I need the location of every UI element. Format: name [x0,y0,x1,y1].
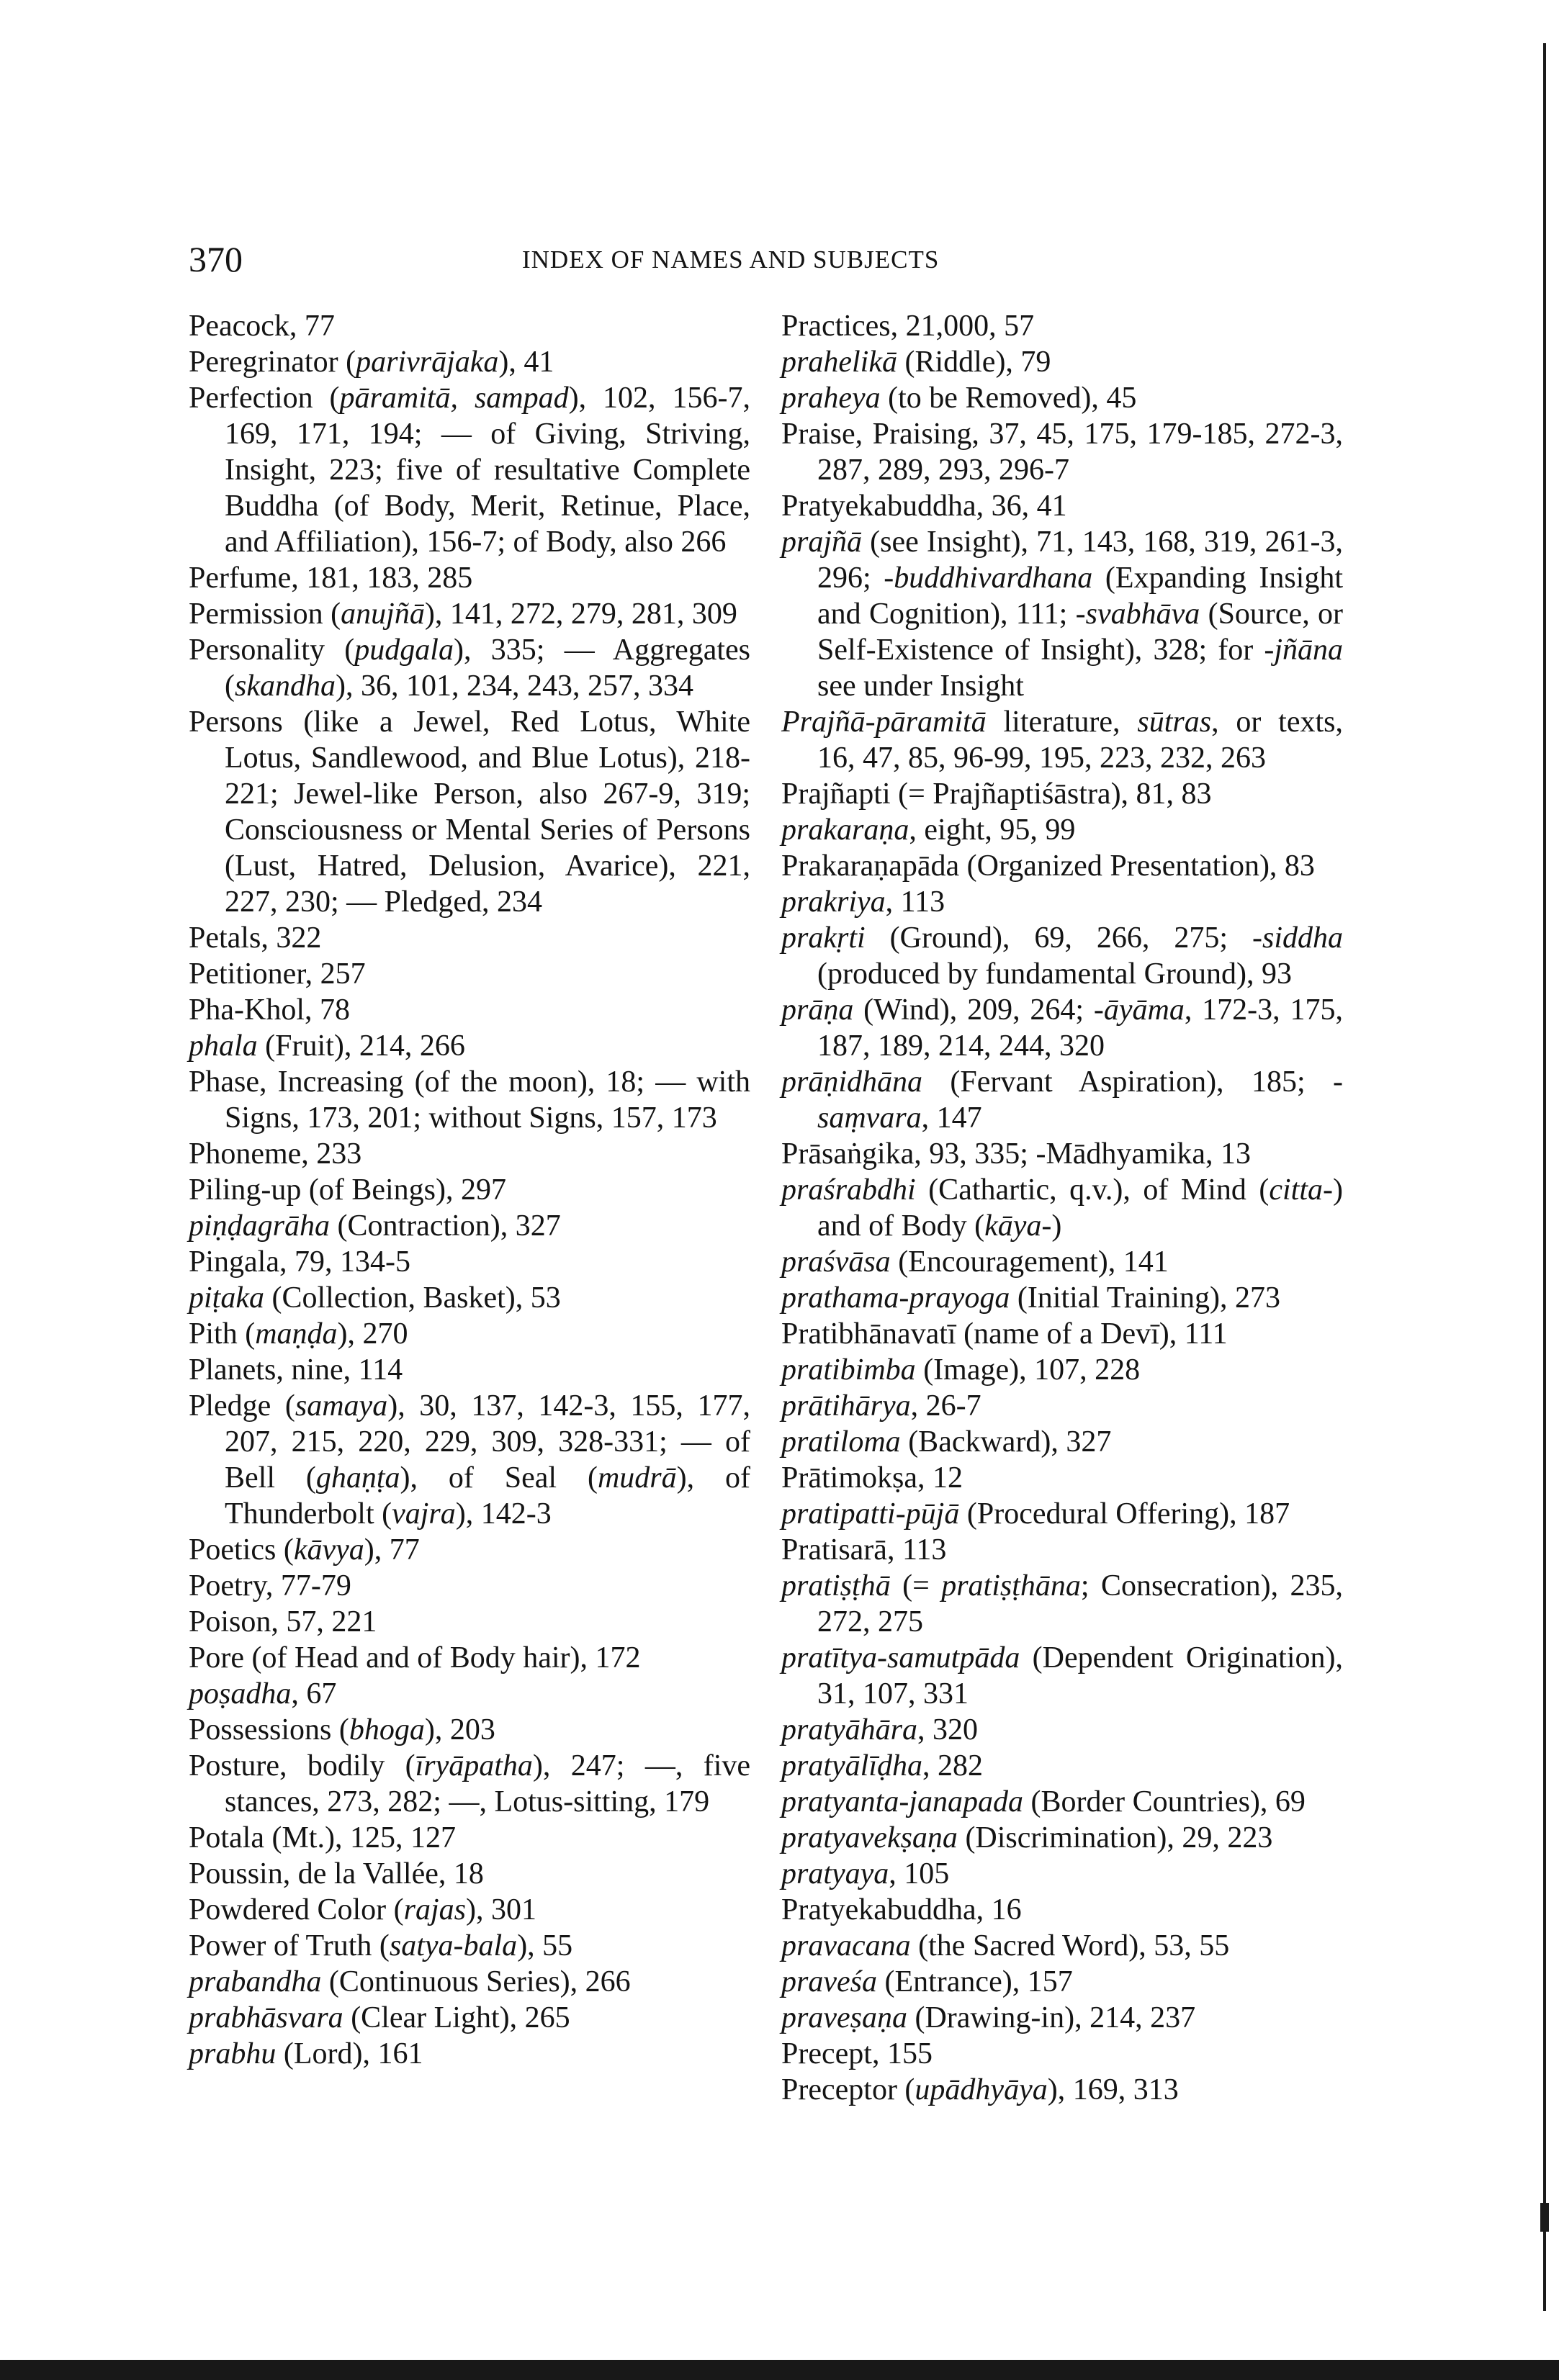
index-entry: Potala (Mt.), 125, 127 [189,1821,456,1854]
index-entry: Prakaraṇapāda (Organized Presentation), 83 [781,849,1315,883]
index-entry: piṇḍagrāha (Contraction), 327 [189,1209,561,1243]
index-entry: Poetics (kāvya), 77 [189,1533,420,1567]
index-entry: Perfume, 181, 183, 285 [189,562,473,595]
index-entry: Prajñā-pāramitā literature, sūtras, or texts, 16, 47, 85, 96-99, 195, 223, 232, 263 [781,706,1344,775]
index-entry: Petitioner, 257 [189,957,366,991]
index-entry: praveśa (Entrance), 157 [781,1965,1073,1998]
index-entry: Petals, 322 [189,921,322,955]
index-entry: Pratisarā, 113 [781,1533,947,1567]
index-entry: Precept, 155 [781,2037,933,2070]
index-entry: Pratyekabuddha, 36, 41 [781,490,1067,523]
index-entry: praveṣaṇa (Drawing-in), 214, 237 [781,2001,1196,2034]
running-head: INDEX OF NAMES AND SUBJECTS [522,245,940,274]
index-entry: Prajñapti (= Prajñaptiśāstra), 81, 83 [781,777,1212,811]
index-entry: Poison, 57, 221 [189,1605,377,1638]
index-entry: Pratibhānavatī (name of a Devī), 111 [781,1317,1228,1351]
index-entry: pratiloma (Backward), 327 [781,1425,1112,1459]
index-entry: pratyavekṣaṇa (Discrimination), 29, 223 [781,1821,1273,1854]
index-entry: Posture, bodily (īryāpatha), 247; —, five stances, 273, 282; —, Lotus-sitting, 179 [189,1749,751,1818]
index-entry: prakriya, 113 [781,885,945,919]
index-entry: pratyāhāra, 320 [781,1713,978,1746]
page-edge-line [1543,43,1546,2311]
index-entry: prabhāsvara (Clear Light), 265 [189,2001,570,2034]
index-entry: Perfection (pāramitā, sampad), 102, 156-7, 169, 171, 194; — of Giving, Striving, Insight, 223; five of resultative Complete Buddha (of Body, Merit, Retinue, Place, and Affiliation), 156-7; of Body, also 266 [189,382,750,559]
index-entry: pratyaya, 105 [781,1857,950,1890]
index-entry: prabandha (Continuous Series), 266 [189,1965,631,1998]
index-entry: Pratyekabuddha, 16 [781,1893,1022,1926]
index-entry: pratyālīḍha, 282 [781,1749,983,1782]
index-entry: prajñā (see Insight), 71, 143, 168, 319, 261-3, 296; -buddhivardhana (Expanding Insight and Cognition), 111; -svabhāva (Source, or Self-Existence of Insight), 328; for -jñāna see under Insight [781,526,1344,703]
index-entry: phala (Fruit), 214, 266 [189,1029,465,1063]
index-entry: Powdered Color (rajas), 301 [189,1893,536,1926]
index-entry: Personality (pudgala), 335; — Aggregates (skandha), 36, 101, 234, 243, 257, 334 [189,634,751,703]
index-entry: Permission (anujñā), 141, 272, 279, 281, 309 [189,598,737,631]
index-entry: prakṛti (Ground), 69, 266, 275; -siddha (produced by fundamental Ground), 93 [781,921,1343,991]
index-column-left [189,308,750,2072]
index-entry: Prāsaṅgika, 93, 335; -Mādhyamika, 13 [781,1137,1252,1171]
index-entry: Peacock, 77 [189,310,335,343]
index-entry: Phoneme, 233 [189,1137,362,1171]
index-entry: Practices, 21,000, 57 [781,310,1035,343]
index-entry: Power of Truth (satya-bala), 55 [189,1929,573,1962]
page-bottom-edge [0,2360,1559,2380]
index-entry: Preceptor (upādhyāya), 169, 313 [781,2073,1179,2106]
index-entry: piṭaka (Collection, Basket), 53 [189,1281,561,1315]
index-entry: Peregrinator (parivrājaka), 41 [189,346,554,379]
index-entry: Praise, Praising, 37, 45, 175, 179-185, 272-3, 287, 289, 293, 296-7 [781,418,1343,487]
index-entry: pratibimba (Image), 107, 228 [781,1353,1141,1387]
index-entry: pratītya-samutpāda (Dependent Origination), 31, 107, 331 [781,1641,1343,1710]
index-entry: Poetry, 77-79 [189,1569,351,1603]
index-column-right [781,308,1343,2108]
index-entry: pratipatti-pūjā (Procedural Offering), 187 [781,1497,1290,1531]
index-entry: prātihārya, 26-7 [781,1389,981,1423]
page-number: 370 [189,239,243,279]
index-entry: prāṇidhāna (Fervant Aspiration), 185; -saṃvara, 147 [781,1065,1343,1135]
page-edge-notch [1540,2203,1549,2232]
index-entry: Persons (like a Jewel, Red Lotus, White Lotus, Sandlewood, and Blue Lotus), 218-221; Jewel-like Person, also 267-9, 319; Consciousness or Mental Series of Persons (Lust, Hatred, Delusion, Avarice), 221, 227, 230; — Pledged, 234 [189,706,750,919]
index-entry: pratyanta-janapada (Border Countries), 69 [781,1785,1306,1818]
index-entry: praśrabdhi (Cathartic, q.v.), of Mind (citta-) and of Body (kāya-) [781,1173,1343,1243]
index-entry: Planets, nine, 114 [189,1353,403,1387]
index-entry: Pha-Khol, 78 [189,993,350,1027]
index-entry: Poussin, de la Vallée, 18 [189,1857,484,1890]
index-entry: Pingala, 79, 134-5 [189,1245,410,1279]
index-entry: prahelikā (Riddle), 79 [781,346,1051,379]
index-entry: Pledge (samaya), 30, 137, 142-3, 155, 177, 207, 215, 220, 229, 309, 328-331; — of Bell (ghaṇṭa), of Seal (mudrā), of Thunderbolt (vajra), 142-3 [189,1389,751,1531]
index-entry: Prātimokṣa, 12 [781,1461,963,1495]
index-entry: prāṇa (Wind), 209, 264; -āyāma, 172-3, 175, 187, 189, 214, 244, 320 [781,993,1343,1063]
index-entry: poṣadha, 67 [189,1677,337,1710]
index-entry: praśvāsa (Encouragement), 141 [781,1245,1169,1279]
index-entry: Piling-up (of Beings), 297 [189,1173,506,1207]
index-entry: prabhu (Lord), 161 [189,2037,423,2070]
index-entry: pratiṣṭhā (= pratiṣṭhāna; Consecration), 235, 272, 275 [781,1569,1343,1638]
index-entry: praheya (to be Removed), 45 [781,382,1137,415]
index-entry: pravacana (the Sacred Word), 53, 55 [781,1929,1230,1962]
index-entry: Possessions (bhoga), 203 [189,1713,495,1746]
index-entry: Pith (maṇḍa), 270 [189,1317,408,1351]
index-entry: Phase, Increasing (of the moon), 18; — with Signs, 173, 201; without Signs, 157, 173 [189,1065,750,1135]
index-entry: Pore (of Head and of Body hair), 172 [189,1641,641,1674]
index-entry: prakaraṇa, eight, 95, 99 [781,813,1076,847]
index-entry: prathama-prayoga (Initial Training), 273 [781,1281,1280,1315]
